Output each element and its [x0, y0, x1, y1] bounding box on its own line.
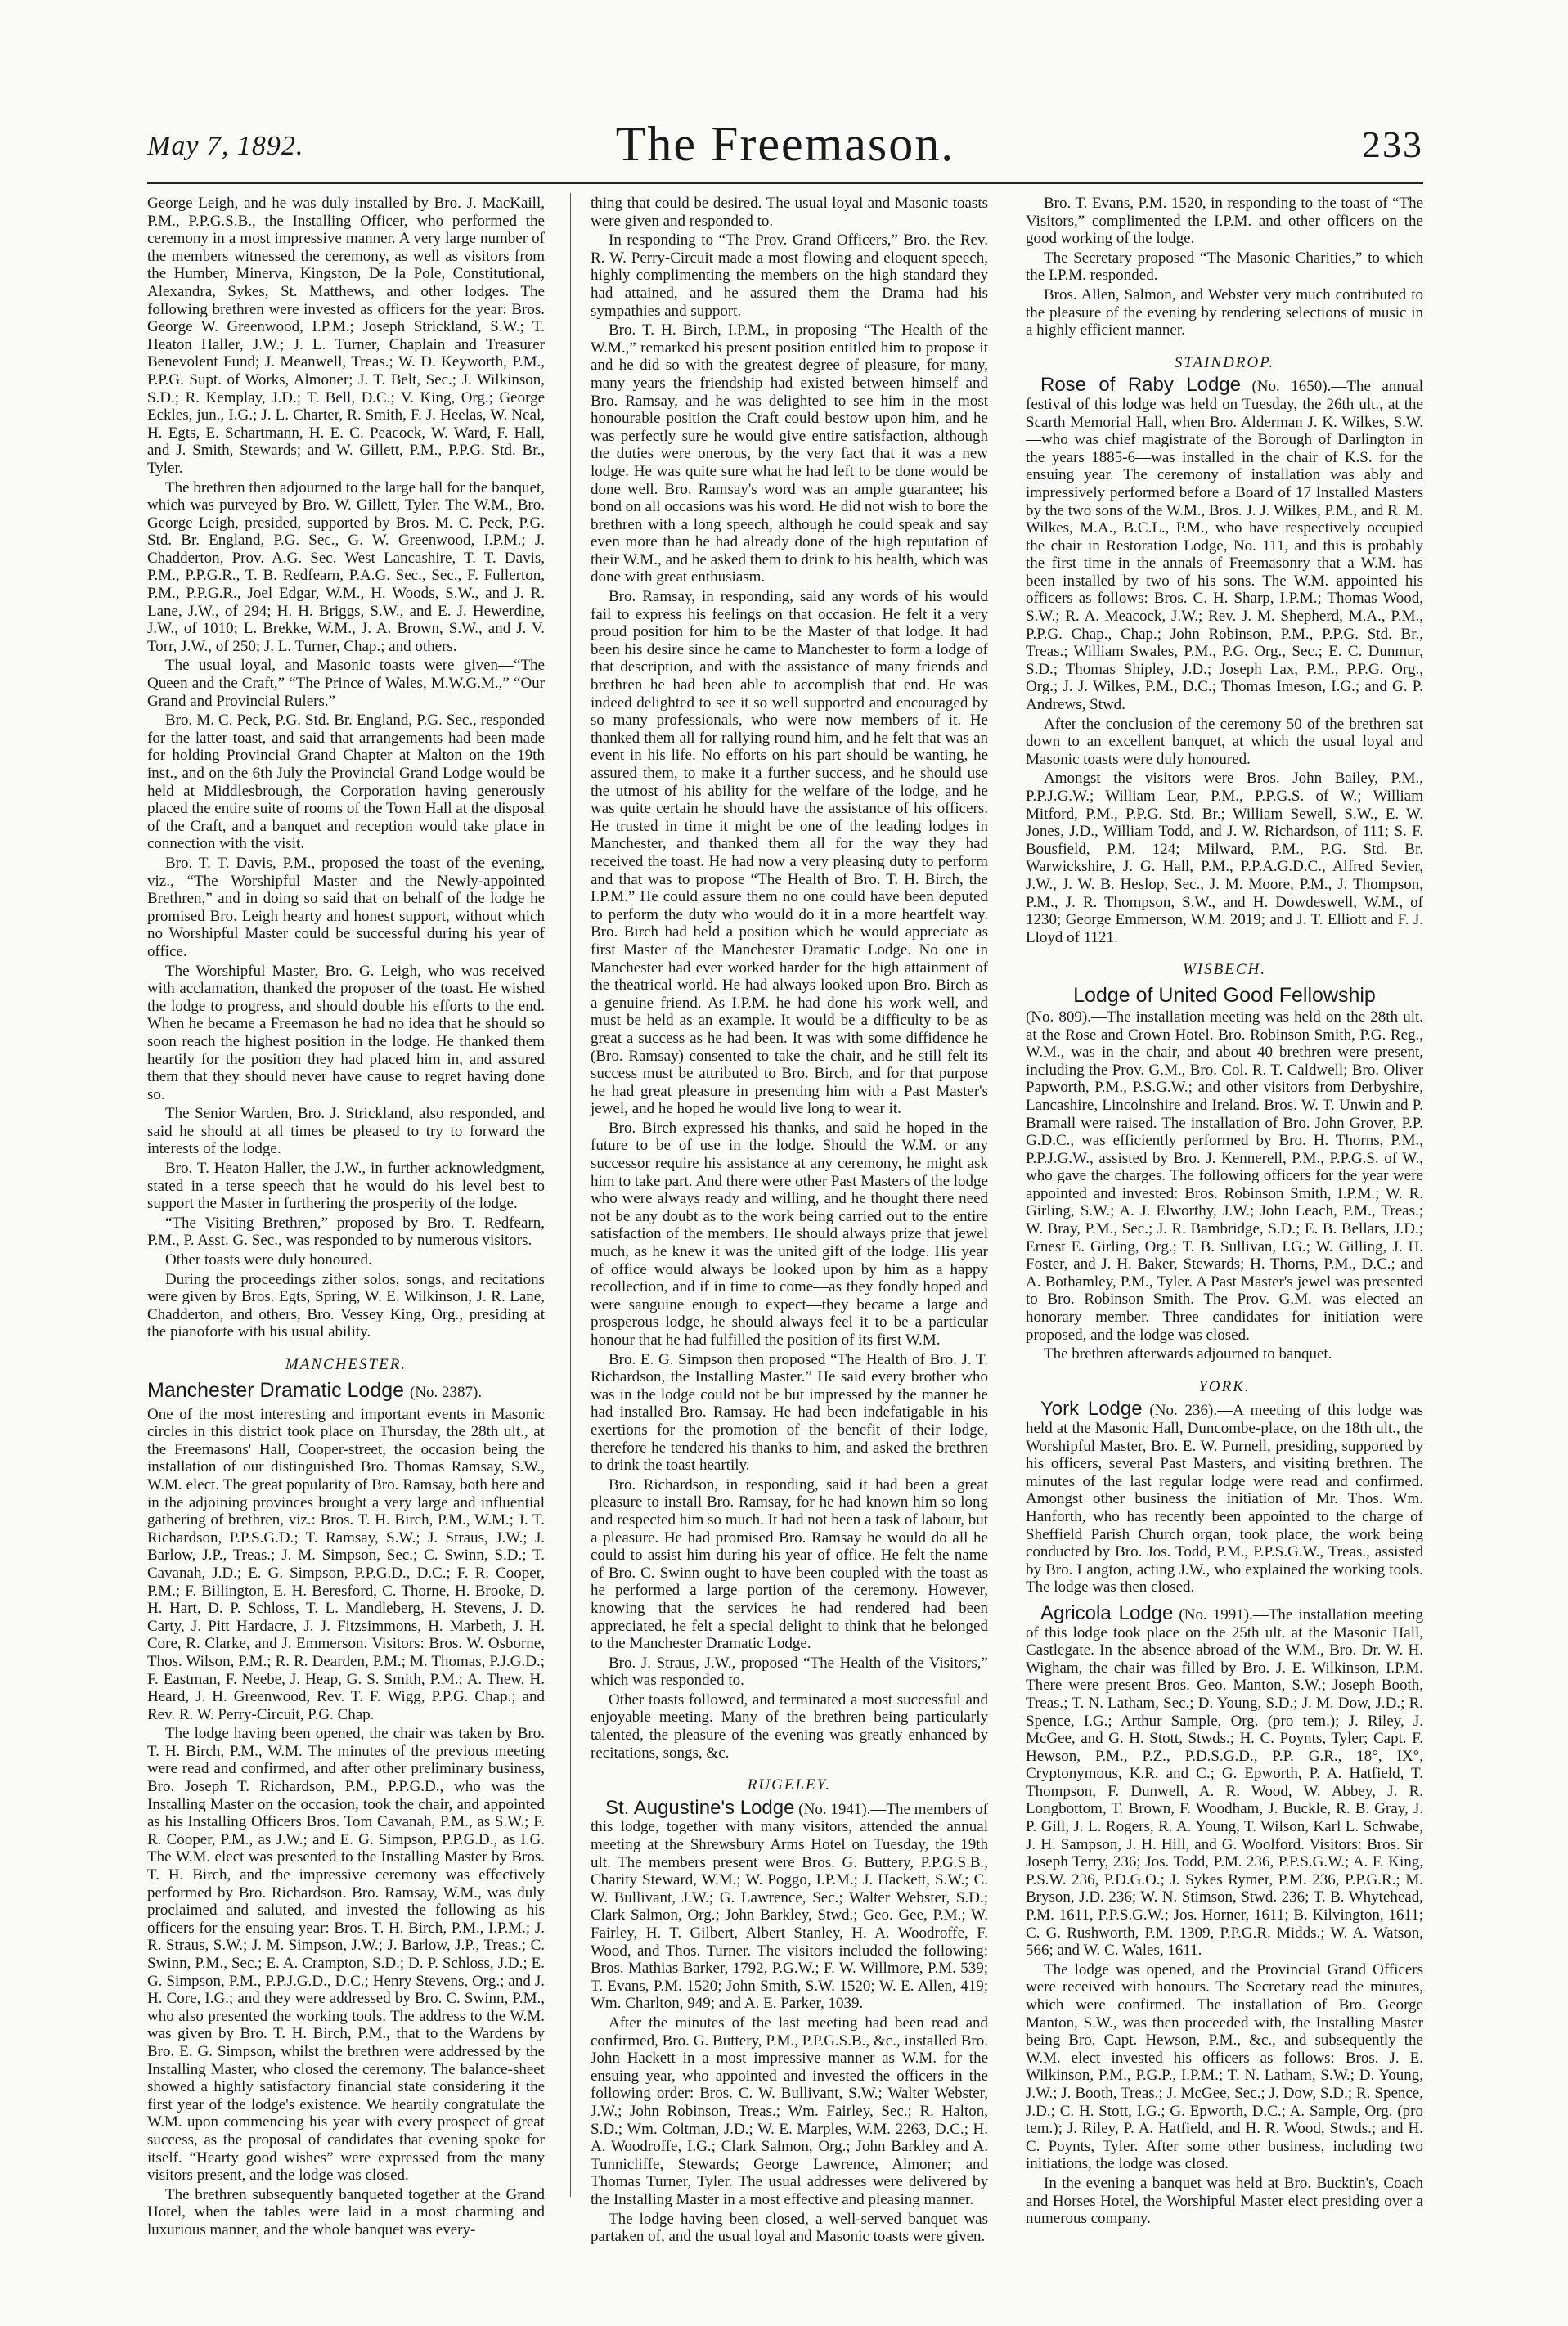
- paragraph-text: —The annual festival of this lodge was held on Tuesday, the 26th ult., at the Scarth Memorial Hall, when Bro. Alderman J. K. Wilkes, S.W.—who was chief magistrate of the Borough of Darlington in the years 1885-6—was installed in the chair of K.S. for the ensuing year. The ceremony of installation was ably and impressively performed before a Board of 17 Installed Masters by the two sons of the W.M., Bros. J. J. Wilkes, P.M., and R. M. Wilkes, M.A., B.C.L., P.M., who have respectively occupied the chair in Restoration Lodge, No. 111, and this is probably the first time in the annals of Freemasonry that a W.M. has been installed by two of his sons. The W.M. appointed his officers as follows: Bros. C. H. Sharp, I.P.M.; Thomas Wood, S.W.; R. A. Meacock, J.W.; Rev. J. M. Shepherd, M.A., P.M., P.P.G. Chap., Chap.; John Robinson, P.M., P.P.G. Std. Br., Treas.; William Swales, P.M., P.G. Org., Sec.; E. C. Dunmur, S.D.; Thomas Shipley, J.D.; Joseph Lax, P.M., P.P.G. Org., Org.; J. J. Wilkes, P.M., D.C.; Thomas Imeson, I.G.; and G. P. Andrews, Stwd.: [1026, 378, 1424, 714]
- paragraph: In the evening a banquet was held at Bro. Bucktin's, Coach and Horses Hotel, the Worshipful Master elect presiding over a numerous company.: [1026, 2174, 1423, 2228]
- lodge-name: St. Augustine's Lodge: [605, 1796, 795, 1819]
- paragraph: The brethren afterwards adjourned to banquet.: [1044, 1345, 1332, 1363]
- paragraph: The lodge was opened, and the Provincial Grand Officers were received with honours. The Secretary read the minutes, which were confirmed. The installation of Bro. George Manton, S.W., was then proceeded with, the Installing Master being Bro. Capt. Hewson, P.M., &c., and subsequently the W.M. elect invested his officers as follows: Bros. J. E. Wilkinson, P.M., P.G.P., I.P.M.; T. N. Latham, S.W.; D. Young, J.W.; J. Booth, Treas.; J. McGee, Sec.; J. Dow, S.D.; R. Spence, J.D.; C. H. Stott, I.G.; G. Epworth, D.C.; A. Sample, Org. (pro tem.); J. Riley, P. A. Hatfield, and H. R. Wood, Stwds.; and H. C. Poynts, Tyler. After some other business, including two initiations, the lodge was closed.: [1026, 1960, 1423, 2173]
- lodge-number: (No. 2387).: [410, 1383, 483, 1401]
- lodge-number: (No. 1991).: [1179, 1605, 1253, 1623]
- lodge-number: (No. 1650).: [1251, 378, 1332, 396]
- paragraph: Bro. T. Evans, P.M. 1520, in responding to the toast of “The Visitors,” complimented the I.P.M. and other officers on the good working of the lodge.: [1026, 195, 1423, 248]
- paragraph: In responding to “The Prov. Grand Officers,” Bro. the Rev. R. W. Perry-Circuit made a most flowing and eloquent speech, highly complimenting the members on the high standard they had attained, and he assured them the Drama had his sympathies and support.: [591, 231, 988, 320]
- paragraph: One of the most interesting and important events in Masonic circles in this district took place on Thursday, the 28th ult., at the Freemasons' Hall, Cooper-street, the occasion being the installation of our distinguished Bro. Thomas Ramsay, S.W., W.M. elect. The great popularity of Bro. Ramsay, both here and in the adjoining provinces brought a very large and influential gathering of brethren, viz.: Bros. T. H. Birch, P.M., W.M.; J. T. Richardson, P.P.S.G.D.; T. Ramsay, S.W.; J. Straus, J.W.; J. Barlow, J.P., Treas.; J. M. Simpson, Sec.; C. Swinn, S.D.; T. Cavanah, J.D.; E. G. Simpson, P.P.G.D., D.C.; F. R. Cooper, P.M.; F. Billington, E. H. Beresford, C. Thorne, H. Brooke, D. H. Hart, D. P. Schloss, T. L. Mandleberg, H. Stevens, J. D. Carty, J. Pitt Hardacre, J. J. Fitzsimmons, H. Marbeth, J. H. Core, R. Clarke, and J. Emmerson. Visitors: Bros. W. Osborne, Thos. Wilson, P.M.; R. R. Dearden, P.M.; M. Thomas, P.J.G.D.; F. Eastman, F. Neebe, J. Heap, G. S. Smith, P.M.; A. Thew, H. Heard, J. H. Greenwood, Rev. T. F. Wigg, P.P.G. Chap.; and Rev. R. W. Perry-Circuit, P.G. Chap.: [147, 1405, 545, 1723]
- paragraph: After the conclusion of the ceremony 50 of the brethren sat down to an excellent banquet, at which the usual loyal and Masonic toasts were duly honoured.: [1026, 715, 1423, 768]
- paragraph: After the minutes of the last meeting had been read and confirmed, Bro. G. Buttery, P.M., P.P.G.S.B., &c., installed Bro. John Hackett in a most impressive manner as W.M. for the ensuing year, who appointed and invested the officers in the following order: Bros. C. W. Bullivant, S.W.; Walter Webster, J.W.; John Robinson, Treas.; Wm. Fairley, Sec.; R. Halton, S.D.; Wm. Coltman, J.D.; W. E. Marples, W.M. 2263, D.C.; H. A. Woodroffe, I.G.; Clark Salmon, Org.; John Barkley and A. Tunnicliffe, Stewards; George Lawrence, Almoner; and Thomas Turner, Tyler. The usual addresses were delivered by the Installing Master in a most effective and pleasing manner.: [591, 2014, 988, 2208]
- paragraph: During the proceedings zither solos, songs, and recitations were given by Bros. Egts, Spring, W. E. Wilkinson, J. R. Lane, Chadderton, and others, Bro. Vessey King, Org., presiding at the pianoforte with his usual ability.: [147, 1270, 545, 1341]
- page-header: [147, 117, 1423, 180]
- paragraph: Amongst the visitors were Bros. John Bailey, P.M., P.P.J.G.W.; William Lear, P.M., P.P.G.S. of W.; William Mitford, P.M., P.P.G. Std. Br.; William Sewell, S.W., E. W. Jones, J.D., William Todd, and J. W. Richardson, of 111; S. F. Bousfield, P.M. 124; Milward, P.M., P.G. Std. Br. Warwickshire, J. G. Hall, P.M., P.P.A.G.D.C., Alfred Sevier, J.W., J. W. B. Heslop, Sec., J. M. Moore, P.M., J. Thompson, P.M., J. R. Thompson, S.W., and H. Dowdeswell, W.M., of 1230; George Emmerson, W.M. 2019; and J. T. Elliott and F. J. Lloyd of 1121.: [1026, 770, 1423, 946]
- paragraph: “The Visiting Brethren,” proposed by Bro. T. Redfearn, P.M., P. Asst. G. Sec., was responded to by numerous visitors.: [147, 1214, 545, 1250]
- paragraph-text: —The installation meeting was held on the 28th ult. at the Rose and Crown Hotel. Bro. Robinson Smith, P.G. Reg., W.M., was in the chair, and about 40 brethren were present, including the Prov. G.M., Bro. Col. R. T. Caldwell; Bro. Oliver Papworth, P.M., P.S.G.W.; and other visitors from Derbyshire, Lancashire, Lincolnshire and Ireland. Bros. W. T. Unwin and P. Bramall were raised. The installation of Bro. John Grover, P.P. G.D.C., was efficiently performed by Bro. H. Thorns, P.M., P.P.J.G.W., assisted by Bro. J. Kennerell, P.M., P.P.G.S. of W., who gave the charges. The following officers for the year were appointed and invested: Bros. Robinson Smith, I.P.M.; W. R. Girling, S.W.; A. J. Elworthy, J.W.; John Leach, P.M., Treas.; W. Bray, P.M., Sec.; J. R. Bambridge, S.D.; E. B. Bellars, J.D.; Ernest E. Girling, Org.; T. B. Sullivan, I.G.; W. Gilling, J. H. Foster, and J. H. Baker, Stewards; H. Thorns, P.M., D.C.; and A. Bothamley, P.M., Tyler. A Past Master's jewel was presented to Bro. Robinson Smith. The Prov. G.M. was elected an honorary member. Three candidates for initiation were proposed, and the lodge was closed.: [1026, 1008, 1423, 1344]
- lodge-name: Rose of Raby Lodge: [1040, 374, 1241, 397]
- lodge-paragraph: [1026, 1008, 1423, 1344]
- lodge-paragraph: [1026, 1400, 1423, 1596]
- paragraph: thing that could be desired. The usual loyal and Masonic toasts were given and responded to.: [591, 195, 988, 230]
- paragraph: The brethren subsequently banqueted together at the Grand Hotel, when the tables were laid in a most charming and luxurious manner, and the whole banquet was every-: [147, 2185, 545, 2238]
- lodge-heading: Lodge of United Good Fellowship: [1073, 983, 1376, 1007]
- paragraph: The Senior Warden, Bro. J. Strickland, also responded, and said he should at all times be pleased to try to forward the interests of the lodge.: [147, 1105, 545, 1158]
- section-heading: RUGELEY.: [747, 1776, 832, 1794]
- lodge-name: Agricola Lodge: [1040, 1601, 1174, 1624]
- masthead-title: The Freemason.: [615, 117, 955, 171]
- paragraph: Bro. Birch expressed his thanks, and said he hoped in the future to be of use in the lodge. Should the W.M. or any successor require his assistance at any ceremony, he might ask him to take part. And there were other Past Masters of the lodge who were always ready and willing, and he thought there need not be any doubt as to the work being carried out to the entire satisfaction of the members. He should always prize that jewel much, as he knew it was the united gift of the lodge. His year of office would always be looked upon by him as a happy recollection, and if in time to come—as they fondly hoped and were sanguine enough to expect—they became a large and prosperous lodge, he should always feel it to be a particular honour that he had fulfilled the position of its first W.M.: [591, 1119, 988, 1349]
- paragraph: The lodge having been opened, the chair was taken by Bro. T. H. Birch, P.M., W.M. The minutes of the previous meeting were read and confirmed, and after other preliminary business, Bro. Joseph T. Richardson, P.M., P.P.G.D., who was the Installing Master on the occasion, took the chair, and appointed as his Installing Officers Bros. Tom Cavanah, P.M., as S.W.; F. R. Cooper, P.M., as J.W.; and E. G. Simpson, P.P.G.D., as I.G. The W.M. elect was presented to the Installing Master by Bros. T. H. Birch, and the impressive ceremony was effectively performed by Bro. Richardson. Bro. Ramsay, W.M., was duly proclaimed and saluted, and invested the following as his officers for the ensuing year: Bros. T. H. Birch, P.M., I.P.M.; J. R. Straus, S.W.; J. M. Simpson, J.W.; J. Barlow, J.P., Treas.; C. Swinn, P.M., Sec.; E. A. Crampton, S.D.; D. P. Schloss, J.D.; E. G. Simpson, P.M., P.P.J.G.D., D.C.; Henry Stevens, Org.; and J. H. Core, I.G.; and they were addressed by Bro. C. Swinn, P.M., who also presented the working tools. The address to the W.M. was given by Bro. T. H. Birch, P.M., that to the Wardens by Bro. E. G. Simpson, whilst the brethren were addressed by the Installing Master, who closed the ceremony. The balance-sheet showed a highly satisfactory financial state considering it the first year of the lodge's existence. We heartily congratulate the W.M. upon commencing his year with every prospect of great success, as the proposal of candidates that evening spoke for itself. “Hearty good wishes” were expressed from the many visitors present, and the lodge was closed.: [147, 1725, 545, 2185]
- paragraph: The Worshipful Master, Bro. G. Leigh, who was received with acclamation, thanked the proposer of the toast. He wished the lodge to progress, and should double his efforts to the end. When he became a Freemason he had no idea that he should so soon reach the highest position in the lodge. He thanked them heartily for the position they had placed him in, and assured them that they should never have cause to regret having done so.: [147, 962, 545, 1103]
- lodge-paragraph: [591, 1796, 988, 2013]
- section-heading: MANCHESTER.: [285, 1356, 407, 1373]
- paragraph: Bro. E. G. Simpson then proposed “The Health of Bro. J. T. Richardson, the Installing Master.” He said every brother who was in the lodge could not be but impressed by the manner he had installed Bro. Ramsay. He had been indefatigable in his exertions for the promotion of the benefit of their lodge, therefore he tendered his thanks to him, and asked the brethren to drink the toast heartily.: [591, 1350, 988, 1475]
- paragraph: Bros. Allen, Salmon, and Webster very much contributed to the pleasure of the evening by rendering selections of music in a highly efficient manner.: [1026, 285, 1423, 339]
- paragraph-text: —A meeting of this lodge was held at the Masonic Hall, Duncombe-place, on the 18th ult., the Worshipful Master, Bro. E. W. Purnell, presiding, supported by his officers, several Past Masters, and visiting brethren. The minutes of the last regular lodge were read and confirmed. Amongst other business the initiation of Mr. Thos. Wm. Hanforth, who has recently been appointed to the charge of Sheffield Parish Church organ, took place, the work being conducted by Bro. Jos. Todd, P.M., P.P.S.G.W., Treas., assisted by Bro. Langton, acting J.W., who explained the working tools. The lodge was then closed.: [1026, 1402, 1423, 1596]
- paragraph: The lodge having been closed, a well-served banquet was partaken of, and the usual loyal and Masonic toasts were given.: [591, 2210, 988, 2246]
- column-1: [147, 195, 545, 2238]
- header-rule: [147, 182, 1423, 184]
- lodge-heading: [147, 1379, 545, 1404]
- section-heading: STAINDROP.: [1174, 353, 1275, 371]
- paragraph: Bro. T. H. Birch, I.P.M., in proposing “The Health of the W.M.,” remarked his present position entitled him to propose it and he did so with the greatest degree of pleasure, for many, many years the friendship had existed between himself and Bro. Ramsay, and he was delighted to see him in the most honourable position the Craft could bestow upon him, and he was perfectly sure he would give entire satisfaction, although the duties were onerous, by the very fact that it was a new lodge. He was quite sure what he had left to be done would be done well. Bro. Ramsay's word was an ample guarantee; his bond on all occasions was his word. He did not wish to bore the brethren with a long speech, although he could speak and say even more than he had already done of the high reputation of their W.M., and he asked them to drink to his health, which was done with great enthusiasm.: [591, 321, 988, 586]
- paragraph: George Leigh, and he was duly installed by Bro. J. MacKaill, P.M., P.P.G.S.B., the Installing Officer, who performed the ceremony in a most impressive manner. A very large number of the members witnessed the ceremony, as well as visitors from the Humber, Minerva, Kingston, De la Pole, Constitutional, Alexandra, Sykes, St. Matthews, and other lodges. The following brethren were invested as officers for the year: Bros. George W. Greenwood, I.P.M.; Joseph Strickland, S.W.; T. Heaton Haller, J.W.; J. L. Turner, Chaplain and Treasurer Benevolent Fund; J. Meanwell, Treas.; W. D. Keyworth, P.M., P.P.G. Supt. of Works, Almoner; J. T. Belt, Sec.; J. Wilkinson, S.D.; R. Kemplay, J.D.; T. Bell, D.C.; V. King, Org.; George Eckles, jun., I.G.; J. L. Charter, R. Smith, F. J. Heelas, W. Neal, H. Egts, E. Schartmann, H. E. C. Peacock, W. Ward, F. Hall, and J. Smith, Stewards; and W. Gillett, P.M., P.P.G. Std. Br., Tyler.: [147, 195, 545, 477]
- paragraph: Bro. Richardson, in responding, said it had been a great pleasure to install Bro. Ramsay, for he had known him so long and respected him so much. It had not been a task of labour, but a pleasure. He had promised Bro. Ramsay he would do all he could to assist him during his year of office. He felt the name of Bro. C. Swinn ought to have been coupled with the toast as he performed a large portion of the ceremony. However, knowing that the services he had rendered had been appreciated, he felt a special delight to think that he belonged to the Manchester Dramatic Lodge.: [591, 1475, 988, 1653]
- lodge-name: York Lodge: [1040, 1398, 1143, 1421]
- paragraph: Bro. J. Straus, J.W., proposed “The Health of the Visitors,” which was responded to.: [591, 1654, 988, 1690]
- column-3: [1026, 195, 1424, 2228]
- paragraph: Bro. T. Heaton Haller, the J.W., in further acknowledgment, stated in a terse speech that he would do his level best to support the Master in furthering the prosperity of the lodge.: [147, 1160, 545, 1213]
- lodge-paragraph: [1026, 376, 1423, 713]
- paragraph: The usual loyal, and Masonic toasts were given—“The Queen and the Craft,” “The Prince of Wales, M.W.G.M.,” “Our Grand and Provincial Rulers.”: [147, 657, 545, 710]
- lodge-number: (No. 1941).: [798, 1800, 871, 1818]
- paragraph: The brethren then adjourned to the large hall for the banquet, which was purveyed by Bro. W. Gillett, Tyler. The W.M., Bro. George Leigh, presided, supported by Bros. M. C. Peck, P.G. Std. Br. England, P.G. Sec., G. W. Greenwood, I.P.M.; J. Chadderton, Prov. A.G. Sec. West Lancashire, T. T. Davis, P.M., P.P.G.R., T. B. Redfearn, P.A.G. Sec., Sec., F. Fullerton, P.M., P.P.G.R., Joel Edgar, W.M., H. Woods, S.W., and J. R. Lane, J.W., of 294; H. H. Briggs, S.W., and E. J. Hewerdine, J.W., of 1010; L. Brekke, W.M., J. A. Brown, S.W., and J. V. Torr, J.W., of 250; J. L. Turner, Chap.; and others.: [147, 478, 545, 655]
- paragraph: The Secretary proposed “The Masonic Charities,” to which the I.P.M. responded.: [1026, 249, 1423, 285]
- paragraph: Other toasts followed, and terminated a most successful and enjoyable meeting. Many of the brethren being particularly talented, the pleasure of the evening was greatly enhanced by recitations, songs, &c.: [591, 1691, 988, 1762]
- lodge-name: Manchester Dramatic Lodge: [147, 1378, 405, 1402]
- paragraph: Bro. M. C. Peck, P.G. Std. Br. England, P.G. Sec., responded for the latter toast, and said that arrangements had been made for holding Provincial Grand Chapter at Malton on the 19th inst., and on the 6th July the Provincial Grand Lodge would be held at Middlesbrough, the Corporation having generously placed the entire suite of rooms of the Town Hall at the disposal of the Craft, and a banquet and reception would take place in connection with the visit.: [147, 712, 545, 853]
- paragraph: Other toasts were duly honoured.: [165, 1251, 372, 1269]
- column-divider: [570, 193, 571, 2197]
- paragraph-text: —The members of this lodge, together with many visitors, attended the annual meeting at the Shrewsbury Arms Hotel on Tuesday, the 19th ult. The members present were Bros. G. Buttery, P.P.G.S.B., Charity Steward, W.M.; W. Poggo, I.P.M.; J. Hackett, S.W.; C. W. Bullivant, J.W.; G. Lawrence, Sec.; Walter Webster, S.D.; Clark Salmon, Org.; John Barkley, Stwd.; Geo. Gee, P.M.; W. Fairley, H. T. Gilbert, Albert Stanley, H. A. Woodroffe, F. Wood, and Thos. Turner. The visitors included the following: Bros. Mathias Barker, 1792, P.G.W.; F. W. Willmore, P.M. 539; T. Evans, P.M. 1520; John Smith, S.W. 1520; W. E. Allen, 419; Wm. Charlton, 949; and A. E. Parker, 1039.: [591, 1800, 988, 2013]
- page-number: 233: [1362, 123, 1423, 165]
- paragraph: Bro. T. T. Davis, P.M., proposed the toast of the evening, viz., “The Worshipful Master and the Newly-appointed Brethren,” and in doing so said that on behalf of the lodge he promised Bro. Leigh hearty and honest support, without which no Worshipful Master could be successful during his year of office.: [147, 854, 545, 960]
- paragraph: Bro. Ramsay, in responding, said any words of his would fail to express his feelings on that occasion. He felt it a very proud position for him to be the Master of that lodge. It had been his desire since he came to Manchester to form a lodge of that description, and with the assistance of many friends and brethren he had been able to accomplish that end. He was indeed delighted to see it so well supported and encouraged by so many professionals, who were now members of it. He thanked them all for rallying round him, and he felt that was an event in his life. No efforts on his part should be wanting, he assured them, to make it a further success, and he should use the utmost of his ability for the welfare of the lodge, and he was quite certain he should have the assistance of his officers. He trusted in time it might be one of the leading lodges in Manchester, and thanked them all for the way they had received the toast. He had now a very pleasing duty to perform and that was to propose “The Health of Bro. T. H. Birch, the I.P.M.” He could assure them no one could have been deputed to perform the duty who would do it in a more heartfelt way. Bro. Birch had held a position which he would appreciate as first Master of the Manchester Dramatic Lodge. No one in Manchester had ever worked harder for the high attainment of the theatrical world. He had always looked upon Bro. Birch as a genuine friend. As I.P.M. he had done his work well, and must be held as an example. It would be a difficulty to be as great a success as he had been. It was with some diffidence he (Bro. Ramsay) consented to take the chair, and he still felt its success must be attributed to Bro. Birch, and for that purpose he had great pleasure in presenting him with a Past Master's jewel, and he hoped he would live long to wear it.: [591, 588, 988, 1118]
- section-heading: YORK.: [1198, 1377, 1251, 1395]
- column-2: [591, 195, 988, 2246]
- lodge-number: (No. 236).: [1149, 1402, 1218, 1420]
- section-heading: WISBECH.: [1182, 961, 1266, 979]
- issue-date: May 7, 1892.: [147, 131, 304, 161]
- paragraph-text: —The installation meeting of this lodge took place on the 25th ult. at the Masonic Hall, Castlegate. In the absence abroad of the W.M., Bro. Dr. W. H. Wigham, the chair was filled by Bro. J. E. Wilkinson, I.P.M. There were present Bros. Geo. Manton, S.W.; Joseph Booth, Treas.; T. N. Latham, Sec.; D. Young, S.D.; J. M. Dow, J.D.; R. Spence, I.G.; Arthur Sample, Org. (pro tem.); J. Riley, J. McGee, and G. H. Stott, Stwds.; H. C. Poynts, Tyler; Capt. F. Hewson, P.M., P.Z., P.D.S.G.D., P.P. G.R., 18°, IX°, Cryptonymous, K.R. and C.; G. Epworth, P. A. Hatfield, T. Thompson, F. Dunwell, A. R. Wood, W. Abbey, J. R. Longbottom, T. Brown, F. Woodham, J. Buckle, R. B. Gray, J. P. Gill, J. L. Rogers, R. A. Young, T. Wilson, Karl L. Schwabe, J. H. Sampson, J. H. Hill, and G. Woolford. Visitors: Bros. Sir Joseph Terry, 236; Jos. Todd, P.M. 236, P.P.S.G.W.; A. F. King, P.S.W. 236, P.D.G.O.; J. Sykes Rymer, P.M. 236, P.P.G.R.; M. Bryson, J.D. 236; W. N. Stimson, Stwd. 236; T. B. Whytehead, P.M. 1611, P.P.S.G.W.; Jos. Horner, 1611; B. Kilvington, 1611; C. G. Rushworth, P.M. 1309, P.P.G.R. Midds.; W. A. Watson, 566; and W. C. Wales, 1611.: [1026, 1605, 1423, 1960]
- lodge-number: (No. 809).: [1026, 1008, 1091, 1026]
- lodge-paragraph: [1026, 1601, 1423, 1960]
